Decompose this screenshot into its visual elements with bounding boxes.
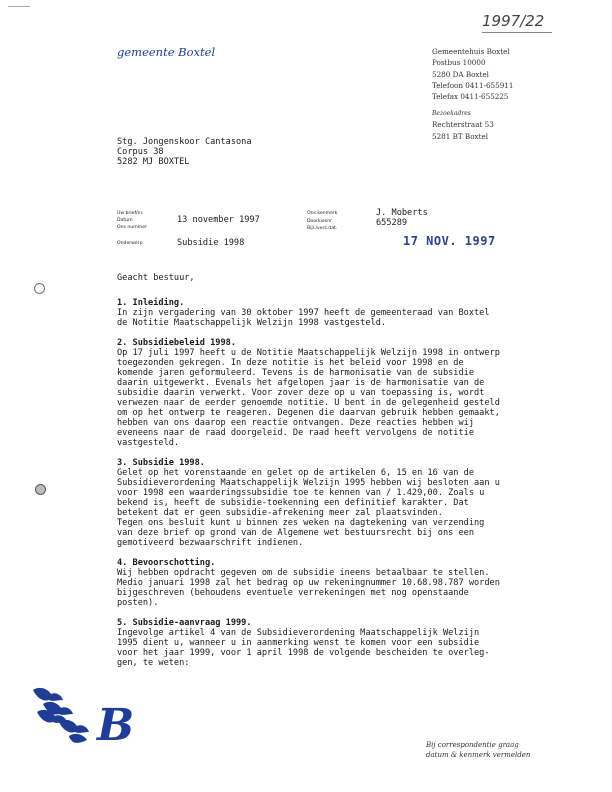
visit-address-label: Bezoekadres xyxy=(432,110,471,117)
footer-line: Bij correspondentie graag xyxy=(426,741,519,749)
section-subsidiebeleid xyxy=(117,338,500,448)
datum-value: 13 november 1997 xyxy=(177,215,260,225)
body-line: gemotiveerd bezwaarschrift indienen. xyxy=(117,538,304,548)
body-line: van deze brief op grond van de Algemene wet bestuursrecht bij ons een xyxy=(117,528,474,538)
ons-nummer-label: Ons nummer xyxy=(117,225,147,230)
datum-label: Datum xyxy=(117,218,133,223)
municipality-name: gemeente Boxtel xyxy=(117,45,216,59)
salutation: Geacht bestuur, xyxy=(117,273,195,283)
punch-hole xyxy=(35,484,46,495)
body-line: Gelet op het vorenstaande en gelet op de artikelen 6, 15 en 16 van de xyxy=(117,468,474,478)
handwritten-reference: 1997/22 xyxy=(482,12,545,30)
section-title: 3. Subsidie 1998. xyxy=(117,458,205,468)
recipient-line: 5282 MJ BOXTEL xyxy=(117,157,190,167)
body-line: In zijn vergadering van 30 oktober 1997 heeft de gemeenteraad van Boxtel xyxy=(117,308,490,318)
recipient-line: Corpus 38 xyxy=(117,147,164,157)
body-line: hebben van ons daarop een reactie ontvangen. Deze reacties hebben wij xyxy=(117,418,474,428)
body-line: daarin uitgewerkt. Evenals het afgelopen jaar is de harmonisatie van de xyxy=(117,378,485,388)
body-line: vastgesteld. xyxy=(117,438,180,448)
section-subsidie-1998 xyxy=(117,458,500,548)
body-line: Wij hebben opdracht gegeven om de subsidie ineens betaalbaar te stellen. xyxy=(117,568,490,578)
town-hall-address xyxy=(432,46,513,102)
body-line: verwezen naar de eerder genoemde notitie. U bent in de gelegenheid gesteld xyxy=(117,398,500,408)
body-line: toegezonden gekregen. In deze notitie is het beleid voor 1998 en de xyxy=(117,358,464,368)
address-line: Telefoon 0411-655911 xyxy=(432,80,514,90)
uw-brief-label: Uw brief/nr. xyxy=(117,211,144,216)
address-line: Gemeentehuis Boxtel xyxy=(432,47,510,56)
body-line: bijgeschreven (behoudens eventuele verrekeningen met nog openstaande xyxy=(117,588,469,598)
logo-letter: B xyxy=(97,700,135,751)
footer-line: datum & kenmerk vermelden xyxy=(426,751,531,759)
body-line: voor het jaar 1999, voor 1 april 1998 de volgende bescheiden te overleg- xyxy=(117,648,490,658)
body-line: voor 1998 een waarderingssubsidie toe te kennen van / 1.429,00. Zoals u xyxy=(117,488,485,498)
doorkiesnr-label: Doorkiesnr. xyxy=(307,219,334,224)
handwritten-underline xyxy=(482,32,552,33)
body-line: eveneens naar de raad doorgeleid. De raad heeft vervolgens de notitie xyxy=(117,428,474,438)
body-line: de Notitie Maatschappelijk Welzijn 1998 vastgesteld. xyxy=(117,318,387,328)
section-title: 2. Subsidiebeleid 1998. xyxy=(117,338,236,348)
body-line: komende jaren geformuleerd. Tevens is de harmonisatie van de subsidie xyxy=(117,368,474,378)
body-line: Subsidieverordening Maatschappelijk Welzijn 1995 hebben wij besloten aan u xyxy=(117,478,500,488)
body-line: om op het ontwerp te reageren. Degenen die daarvan gebruik hebben gemaakt, xyxy=(117,408,500,418)
doorkiesnr-value: 655289 xyxy=(376,218,408,228)
punch-hole xyxy=(34,283,45,294)
municipality-logo xyxy=(25,682,135,762)
section-inleiding xyxy=(117,298,500,328)
section-subsidie-aanvraag xyxy=(117,618,500,668)
margin-mark xyxy=(8,0,30,7)
letter-body xyxy=(117,298,500,668)
body-line: gen, te weten: xyxy=(117,658,190,668)
visit-address xyxy=(432,108,494,142)
body-line: Tegen ons besluit kunt u binnen zes weken na dagtekening van verzending xyxy=(117,518,485,528)
body-line: Op 17 juli 1997 heeft u de Notitie Maatschappelijk Welzijn 1998 in ontwerp xyxy=(117,348,500,358)
received-date-stamp: 17 NOV. 1997 xyxy=(403,234,496,248)
body-line: bekend is, heeft de subsidie-toekenning een definitief karakter. Dat xyxy=(117,498,469,508)
body-line: Ingevolge artikel 4 van de Subsidieverordening Maatschappelijk Welzijn xyxy=(117,628,480,638)
address-line: 5280 DA Boxtel xyxy=(432,69,489,79)
body-line: subsidie daarin verwerkt. Voor zover deze op u van toepassing is, wordt xyxy=(117,388,485,398)
recipient-line: Stg. Jongenskoor Cantasona xyxy=(117,137,252,147)
body-line: 1995 dient u, wanneer u in aanmerking wenst te komen voor een subsidie xyxy=(117,638,480,648)
section-bevoorschotting xyxy=(117,558,500,608)
bijlagen-label: Bijl./verz.dat. xyxy=(307,226,338,231)
body-line: betekent dat er geen subsidie-afrekening meer zal plaatsvinden. xyxy=(117,508,443,518)
section-title: 4. Bevoorschotting. xyxy=(117,558,216,568)
address-line: Rechterstraat 53 xyxy=(432,120,494,130)
address-line: 5281 BT Boxtel xyxy=(432,131,489,141)
ons-kenmerk-label: Ons kenmerk xyxy=(307,211,338,216)
address-line: Telefax 0411-655225 xyxy=(432,92,509,102)
ons-kenmerk-value: J. Moberts xyxy=(376,208,428,218)
onderwerp-label: Onderwerp xyxy=(117,241,143,246)
footer-note xyxy=(426,740,530,760)
address-line: Postbus 10000 xyxy=(432,58,486,68)
section-title: 5. Subsidie-aanvraag 1999. xyxy=(117,618,252,628)
onderwerp-value: Subsidie 1998 xyxy=(177,238,245,248)
body-line: Medio januari 1998 zal het bedrag op uw rekeningnummer 10.68.98.787 worden xyxy=(117,578,500,588)
recipient-address xyxy=(117,137,252,167)
section-title: 1. Inleiding. xyxy=(117,298,185,308)
body-line: posten). xyxy=(117,598,159,608)
